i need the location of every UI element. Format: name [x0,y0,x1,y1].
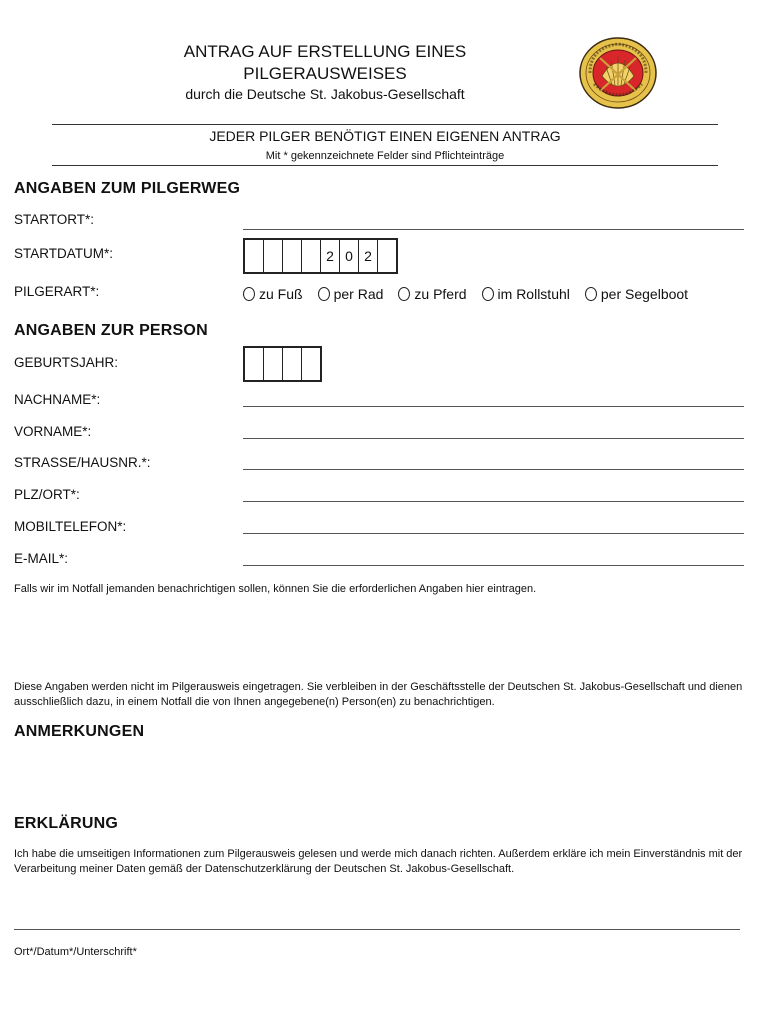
startdatum-digit[interactable]: 2 [321,240,340,272]
pilgerart-option-label: im Rollstuhl [497,286,570,302]
form-subtitle: durch die Deutsche St. Jakobus-Gesellschaft [185,86,465,102]
signature-label: Ort*/Datum*/Unterschrift* [14,946,137,958]
startdatum-digit[interactable] [378,240,396,272]
signature-line[interactable] [14,929,740,930]
scallop-shell-seal-icon [578,36,658,110]
geburtsjahr-digit[interactable] [245,348,264,380]
startdatum-label: STARTDATUM*: [14,246,114,261]
startdatum-digit[interactable] [302,240,321,272]
pilgerart-label: PILGERART*: [14,284,100,299]
startdatum-digit[interactable] [264,240,283,272]
startdatum-digit[interactable] [283,240,302,272]
email-field[interactable] [243,565,744,566]
pilgerart-option-label: zu Pferd [414,286,467,302]
notfall-input-area[interactable] [14,600,744,672]
nachname-field[interactable] [243,406,744,407]
mobiltelefon-field[interactable] [243,533,744,534]
pilgerart-option-label: per Rad [333,286,384,302]
pilgerart-option-per-rad[interactable] [318,286,384,302]
strasse-label: STRASSE/HAUSNR.*: [14,455,151,470]
email-label: E-MAIL*: [14,551,69,566]
geburtsjahr-digit[interactable] [302,348,320,380]
section-heading-person: ANGABEN ZUR PERSON [14,322,208,339]
vorname-field[interactable] [243,438,744,439]
nachname-label: NACHNAME*: [14,392,101,407]
pilgerart-option-zu-fuss[interactable] [243,286,303,302]
geburtsjahr-digit[interactable] [283,348,302,380]
notfall-intro: Falls wir im Notfall jemanden benachrichtigen sollen, können Sie die erforderlichen Angaben hier eintragen. [14,583,537,595]
startdatum-digit[interactable]: 0 [340,240,359,272]
section-heading-erklaerung: ERKLÄRUNG [14,815,119,832]
radio-circle-icon[interactable] [398,287,410,301]
radio-circle-icon[interactable] [318,287,330,301]
startdatum-digit[interactable] [245,240,264,272]
pilgerart-option-label: per Segelboot [600,286,689,302]
startort-field[interactable] [243,229,744,230]
strasse-field[interactable] [243,469,744,470]
startdatum-field[interactable] [243,238,398,274]
notfall-info: Diese Angaben werden nicht im Pilgerausweis eingetragen. Sie verbleiben in der Geschäftsstelle der Deutschen St. Jakobus-Gesellschaft und dienen ausschließlich dazu, in einem Notfall die von Ihnen angegebene(n) Person(en) zu benachrichtigen. [14,681,743,708]
geburtsjahr-label: GEBURTSJAHR: [14,355,119,370]
plz-ort-label: PLZ/ORT*: [14,487,80,502]
startort-label: STARTORT*: [14,212,95,227]
plz-ort-field[interactable] [243,501,744,502]
mobiltelefon-label: MOBILTELEFON*: [14,519,127,534]
geburtsjahr-field[interactable] [243,346,322,382]
radio-circle-icon[interactable] [243,287,255,301]
geburtsjahr-digit[interactable] [264,348,283,380]
radio-circle-icon[interactable] [482,287,494,301]
section-heading-anmerkungen: ANMERKUNGEN [14,723,145,740]
vorname-label: VORNAME*: [14,424,92,439]
mandatory-note: Mit * gekennzeichnete Felder sind Pflichteinträge [265,150,505,162]
anmerkungen-input-area[interactable] [14,745,744,807]
pilgerart-option-label: zu Fuß [259,286,303,302]
erklaerung-text: Ich habe die umseitigen Informationen zum Pilgerausweis gelesen und werde mich danach richten. Außerdem erkläre ich mein Einverständnis mit der Verarbeitung meiner Daten gemäß der Datenschutzerklärung der Deutschen St. Jakobus-Gesellschaft. [14,848,743,875]
requirement-banner: JEDER PILGER BENÖTIGT EINEN EIGENEN ANTRAG [209,128,561,144]
startdatum-digit[interactable]: 2 [359,240,378,272]
header-divider-top [52,124,718,125]
form-title-line-1: ANTRAG AUF ERSTELLUNG EINES [183,42,467,61]
form-title-line-2: PILGERAUSWEISES [243,64,407,83]
radio-circle-icon[interactable] [585,287,597,301]
pilgerart-option-per-segelboot[interactable] [585,286,688,302]
pilgerart-option-zu-pferd[interactable] [398,286,466,302]
pilgerart-option-im-rollstuhl[interactable] [482,286,570,302]
header-divider-bottom [52,165,718,166]
section-heading-pilgerweg: ANGABEN ZUM PILGERWEG [14,180,241,197]
pilgerart-options [243,286,688,302]
